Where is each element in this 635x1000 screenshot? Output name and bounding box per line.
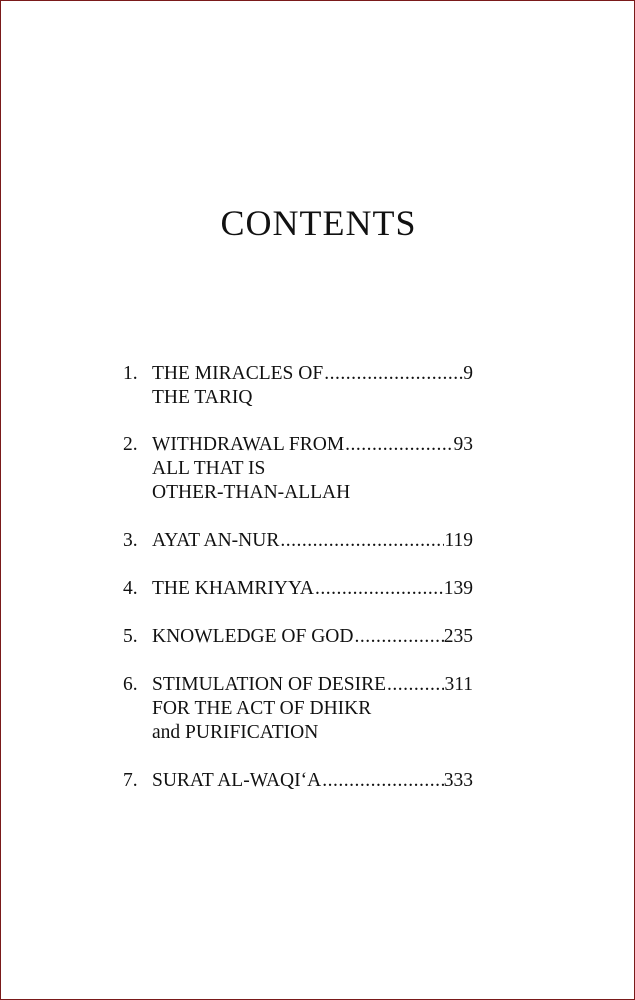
toc-entry-number: 2. bbox=[123, 434, 138, 455]
leader-dots bbox=[280, 529, 444, 553]
toc-entry-number: 7. bbox=[123, 770, 138, 791]
toc-entry-title: STIMULATION OF DESIRE bbox=[152, 674, 386, 695]
leader-dots bbox=[354, 625, 443, 649]
toc-entry-title-continued: and PURIFICATION bbox=[152, 722, 319, 743]
toc-entry-number: 5. bbox=[123, 626, 138, 647]
toc-entry-6 bbox=[123, 673, 473, 745]
leader-dots bbox=[322, 769, 444, 793]
toc-entry-title-continued: FOR THE ACT OF DHIKR bbox=[152, 698, 372, 719]
toc-entry-number: 3. bbox=[123, 530, 138, 551]
toc-entry-page: 139 bbox=[443, 578, 473, 599]
toc-entry-title-continued: ALL THAT IS bbox=[152, 458, 266, 479]
toc-entry-number: 4. bbox=[123, 578, 138, 599]
toc-entry-2 bbox=[123, 433, 473, 505]
leader-dots bbox=[324, 362, 463, 386]
toc-entry-3 bbox=[123, 529, 473, 553]
toc-entry-1 bbox=[123, 362, 473, 410]
toc-entry-page: 235 bbox=[443, 626, 473, 647]
leader-dots bbox=[387, 673, 444, 697]
toc-entry-title: SURAT AL-WAQI‘A bbox=[152, 770, 322, 791]
toc-entry-title: THE MIRACLES OF bbox=[152, 363, 324, 384]
leader-dots bbox=[345, 433, 453, 457]
toc-entry-7 bbox=[123, 769, 473, 793]
toc-entry-page: 93 bbox=[453, 434, 473, 455]
toc-entry-title-continued: THE TARIQ bbox=[152, 387, 253, 408]
toc-entry-title: WITHDRAWAL FROM bbox=[152, 434, 345, 455]
leader-dots bbox=[315, 577, 444, 601]
page-title: CONTENTS bbox=[220, 203, 417, 243]
toc-entry-page: 311 bbox=[444, 674, 473, 695]
toc-entry-number: 6. bbox=[123, 674, 138, 695]
toc-entry-5 bbox=[123, 625, 473, 649]
toc-entry-title: KNOWLEDGE OF GOD bbox=[152, 626, 354, 647]
toc-entry-title: THE KHAMRIYYA bbox=[152, 578, 314, 599]
toc-entry-number: 1. bbox=[123, 363, 138, 384]
toc-entry-title-continued: OTHER-THAN-ALLAH bbox=[152, 482, 351, 503]
toc-entry-4 bbox=[123, 577, 473, 601]
toc-entry-page: 333 bbox=[443, 770, 473, 791]
toc-entry-page: 119 bbox=[444, 530, 473, 551]
toc-entry-page: 9 bbox=[463, 363, 473, 384]
toc-entry-title: AYAT AN-NUR bbox=[152, 530, 280, 551]
